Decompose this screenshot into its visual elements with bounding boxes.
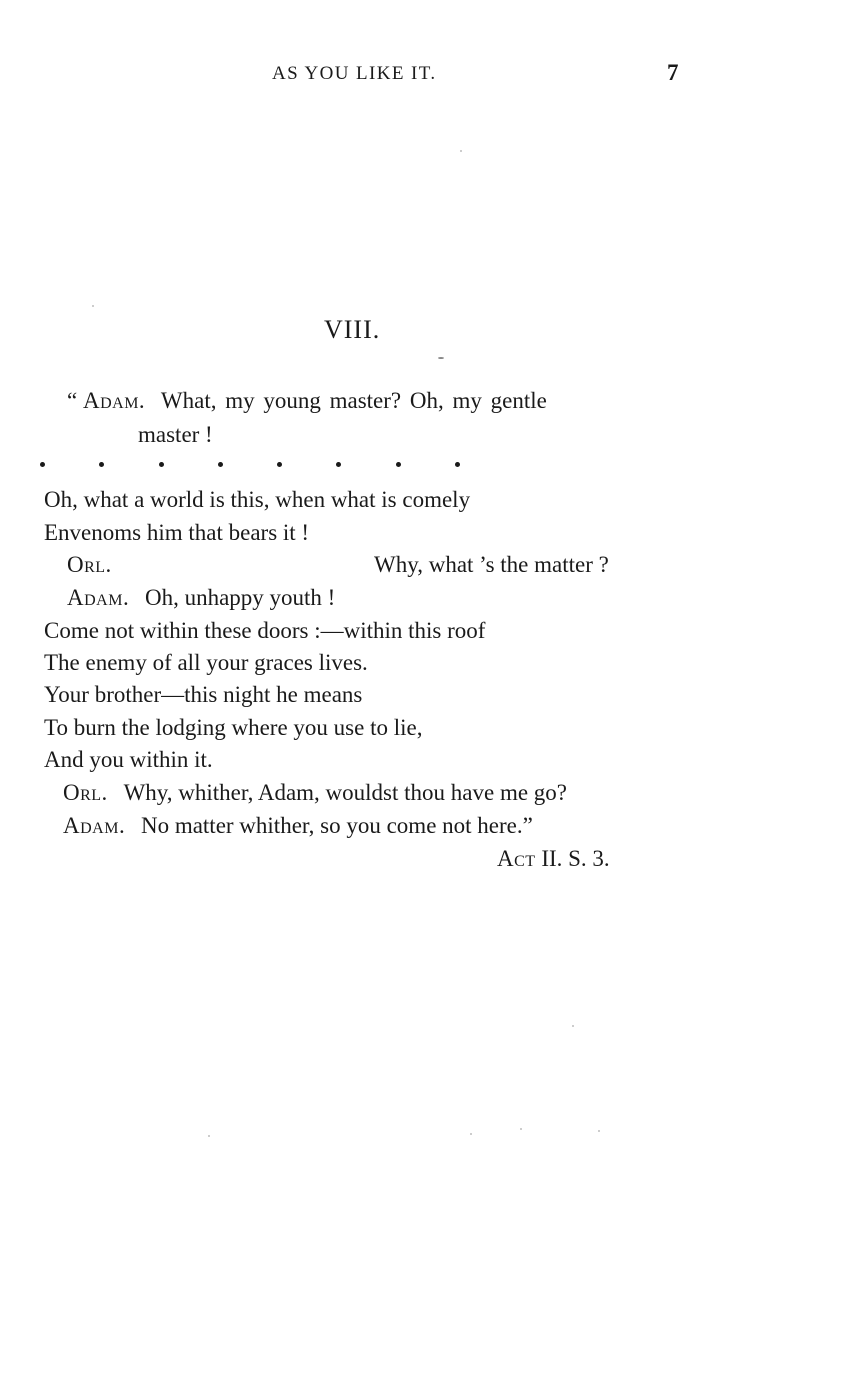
paper-speck — [438, 357, 444, 359]
speaker-adam: Adam. — [67, 585, 130, 610]
paper-speck — [460, 150, 462, 152]
speech-text: No matter whither, so you come not here.” — [140, 813, 533, 838]
verse-line: Come not within these doors :—within this roof — [44, 618, 486, 643]
omission-dots — [40, 462, 460, 467]
act-word: Act — [497, 846, 536, 871]
adam-speech-line — [67, 386, 547, 416]
speech-text: Why, whither, Adam, wouldst thou have me go? — [123, 780, 568, 805]
orl-speech: Why, what ’s the matter ? — [374, 552, 609, 577]
adam-speech-line — [67, 583, 335, 613]
verse-line-continued: master ! — [138, 422, 213, 447]
paper-speck — [520, 1128, 522, 1130]
running-head: AS YOU LIKE IT. — [272, 63, 437, 84]
ellipsis-dot — [99, 462, 104, 467]
speech-text: What, my young master? Oh, my gentle — [160, 388, 547, 413]
speaker-adam: Adam. — [82, 388, 146, 413]
section-numeral: VIII. — [324, 315, 381, 344]
verse-line: Oh, what a world is this, when what is comely — [44, 487, 471, 512]
verse-line: Your brother—this night he means — [44, 682, 363, 707]
ellipsis-dot — [40, 462, 45, 467]
verse-line: Envenoms him that bears it ! — [44, 520, 310, 545]
paper-speck — [598, 1130, 600, 1132]
ellipsis-dot — [159, 462, 164, 467]
paper-speck — [92, 305, 94, 307]
verse-line: And you within it. — [44, 747, 213, 772]
open-quote: “ — [67, 388, 78, 413]
speaker-adam: Adam. — [63, 813, 126, 838]
act-scene-reference: II. S. 3. — [541, 846, 610, 871]
adam-speech-line — [63, 811, 533, 841]
ellipsis-dot — [277, 462, 282, 467]
paper-speck — [470, 1133, 472, 1135]
paper-speck — [208, 1135, 210, 1137]
speech-text: Oh, unhappy youth ! — [144, 585, 336, 610]
ellipsis-dot — [336, 462, 341, 467]
act-scene-citation — [497, 844, 610, 874]
paper-speck — [572, 1025, 574, 1027]
speaker-orl: Orl. — [63, 780, 108, 805]
ellipsis-dot — [455, 462, 460, 467]
ellipsis-dot — [218, 462, 223, 467]
verse-line: The enemy of all your graces lives. — [44, 650, 368, 675]
page-number: 7 — [667, 60, 679, 85]
verse-line: To burn the lodging where you use to lie, — [44, 715, 423, 740]
speaker-orl: Orl. — [67, 552, 112, 577]
orl-speech-line — [63, 778, 567, 808]
ellipsis-dot — [396, 462, 401, 467]
